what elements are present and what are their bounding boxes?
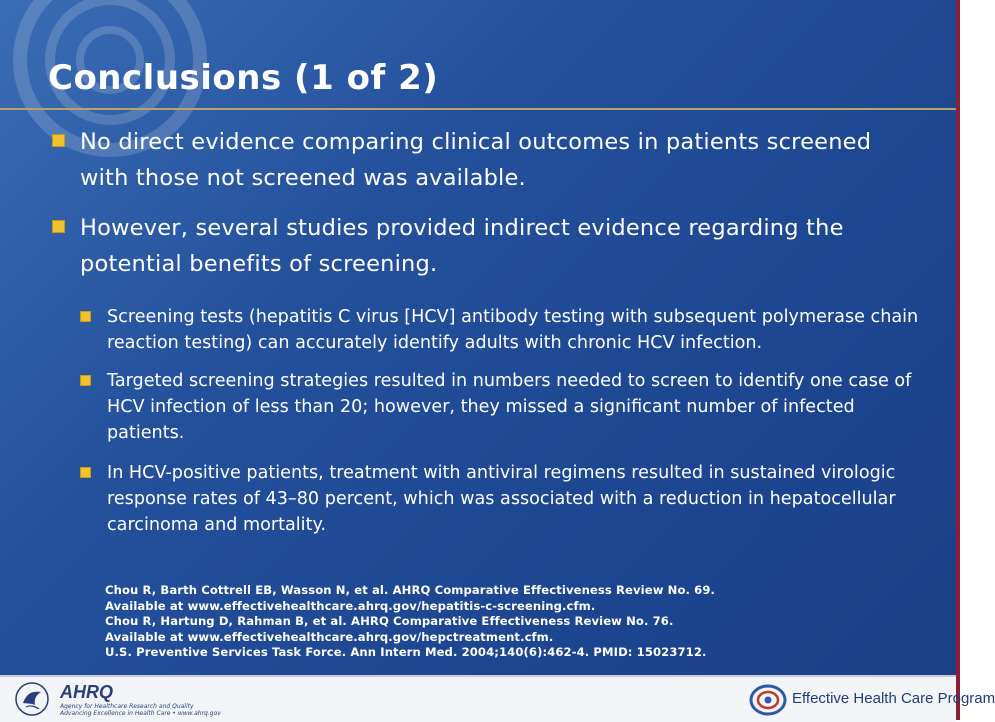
ahrq-tagline [60, 703, 221, 717]
sub-bullet-text: In HCV-positive patients, treatment with antiviral regimens resulted in sustained virologic response rates of 43–80 percent, which was associated with a reduction in hepatocellular carcinoma and mortality. [107, 463, 896, 535]
sub-bullet-item [80, 304, 922, 356]
sub-bullet-marker-icon [80, 375, 91, 386]
reference-line: U.S. Preventive Services Task Force. Ann Intern Med. 2004;140(6):462-4. PMID: 15023712. [105, 645, 707, 659]
ahrq-logo [60, 682, 220, 718]
title-divider [0, 108, 956, 110]
reference-line: Available at www.effectivehealthcare.ahrq.gov/hepatitis-c-screening.cfm. [105, 598, 596, 613]
sub-bullet-item [80, 368, 922, 446]
footer-bar [0, 675, 995, 722]
reference-line: Chou R, Barth Cottrell EB, Wasson N, et al. AHRQ Comparative Effectiveness Review No. 69. [105, 583, 716, 597]
bullet-item [52, 124, 922, 196]
bullet-text: However, several studies provided indirect evidence regarding the potential benefits of screening. [80, 215, 844, 277]
bullet-text: No direct evidence comparing clinical outcomes in patients screened with those not screened was available. [80, 129, 872, 191]
ahrq-tagline-line: Agency for Healthcare Research and Quality [60, 703, 194, 710]
sub-bullet-marker-icon [80, 467, 91, 478]
bullet-list [52, 124, 922, 546]
sub-bullet-text: Targeted screening strategies resulted in numbers needed to screen to identify one case of HCV infection of less than 20; however, they missed a significant number of infected patients. [107, 371, 912, 443]
right-edge-bar [956, 0, 960, 720]
bullet-marker-icon [52, 134, 65, 147]
bullet-item [52, 210, 922, 282]
references [105, 583, 825, 661]
hhs-eagle-icon [14, 681, 50, 717]
sub-bullet-item [80, 460, 922, 538]
reference-line: Available at www.effectivehealthcare.ahrq.gov/hepctreatment.cfm. [105, 629, 554, 644]
ahrq-tagline-line: Advancing Excellence in Health Care • www.ahrq.gov [60, 710, 221, 717]
sub-bullet-text: Screening tests (hepatitis C virus [HCV] antibody testing with subsequent polymerase chain reaction testing) can accurately identify adults with chronic HCV infection. [107, 307, 919, 353]
bullet-marker-icon [52, 220, 65, 233]
reference-line: Chou R, Hartung D, Rahman B, et al. AHRQ Comparative Effectiveness Review No. 76. [105, 614, 674, 628]
sub-bullet-marker-icon [80, 311, 91, 322]
slide-title: Conclusions (1 of 2) [48, 58, 439, 98]
ahrq-name: AHRQ [60, 682, 113, 702]
program-name: Effective Health Care Program [792, 690, 995, 707]
ehc-program-icon [748, 683, 788, 717]
